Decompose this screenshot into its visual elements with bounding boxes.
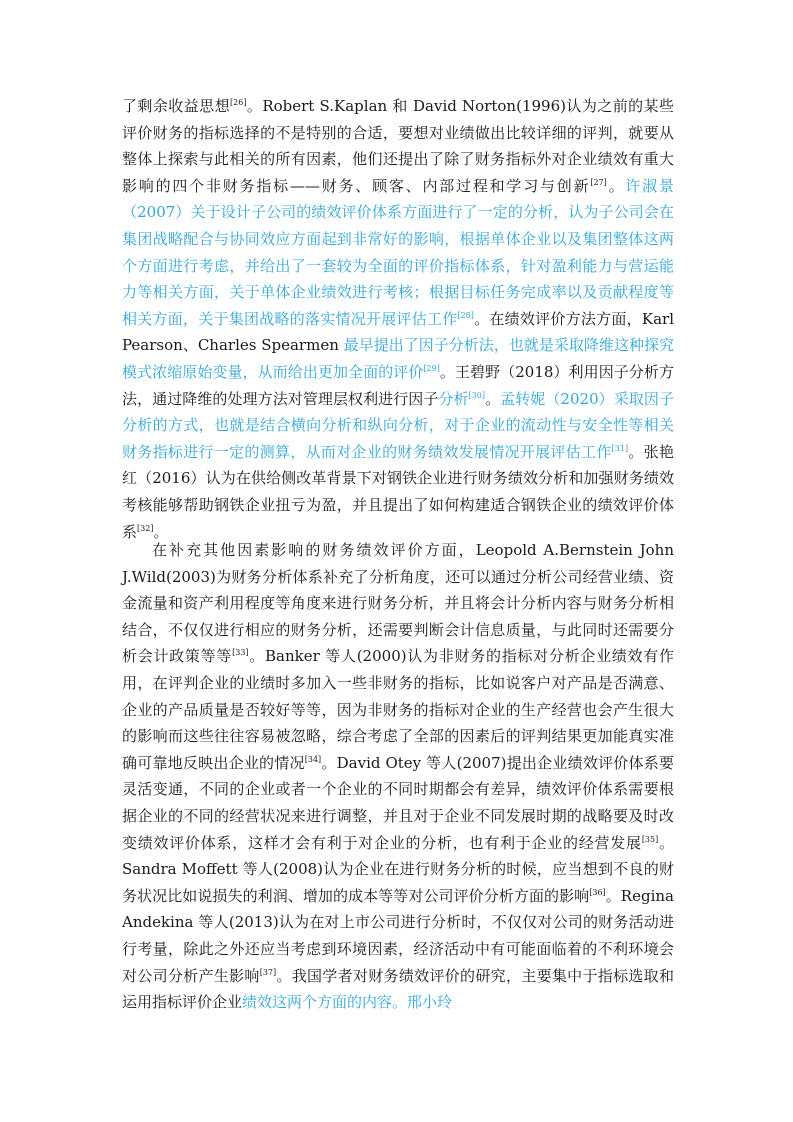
text-run: 。 xyxy=(153,522,169,541)
highlighted-text: 最早提出了因子分析法，也就是采取降维这种探究模式浓缩原始变量，从而给出更加全面的评价 xyxy=(122,336,674,381)
text-run: 。我国学者对财务绩效评价的研究，主要集中于指标选取和运用指标评价企业 xyxy=(122,966,674,1012)
citation-ref: [26] xyxy=(230,98,247,107)
text-run: 在补充其他因素影响的财务绩效评价方面，Leopold A.Bernstein John J.Wild(2003)为财务分析体系补充了分析角度，还可以通过分析公司经营业绩、资金流量和资产利用程度等角度来进行财务分析，并且将会计分析内容与财务分析相结合，不仅仅进行相应的财务分析，还需要判断会计信息质量，与此同时还需要分析会计政策等等 xyxy=(122,541,674,666)
text-run: 。张艳红（2016）认为在供给侧改革背景下对钢铁企业进行财务绩效分析和加强财务绩效考核能够帮助钢铁企业扭亏为盈，并且提出了如何构建适合钢铁企业的绩效评价体系 xyxy=(122,442,674,541)
highlighted-text: 分析 xyxy=(438,389,469,408)
text-run: 。David Otey 等人(2007)提出企业绩效评价体系要灵活变通，不同的企业或者一个企业的不同时期都会有差异，绩效评价体系需要根据企业的不同的经营状况来进行调整，并且对于企业不同发展时期的战略要及时改变绩效评价体系，这样才会有利于对企业的分析，也有利于企业的经营发展 xyxy=(122,753,674,852)
citation-ref: [27] xyxy=(590,177,607,187)
text-run: 。 xyxy=(485,389,501,408)
text-run: 了剩余收益思想 xyxy=(122,97,231,115)
citation-ref: [34] xyxy=(304,754,322,764)
text-run: 。王碧野（2018）利用因子分析方法，通过降维的处理方法对管理层权利进行因子 xyxy=(122,362,674,408)
citation-ref: [33] xyxy=(232,648,249,658)
text-run: 。Banker 等人(2000)认为非财务的指标对分析企业绩效有作用，在评判企业的业绩时多加入一些非财务的指标，比如说客户对产品是否满意、企业的产品质量是否较好等等，因为非财务的指标对企业的生产经营也会产生很大的影响而这些往往容易被忽略，综合考虑了全部的因素后的评判结果更加能真实准确可靠地反映出企业的情况 xyxy=(122,647,674,772)
citation-ref: [37] xyxy=(259,967,277,977)
citation-ref: [32] xyxy=(137,523,154,533)
citation-ref: [31] xyxy=(611,443,629,453)
text-run: 。在绩效评价方法方面，Karl Pearson、Charles Spearmen xyxy=(122,309,674,355)
citation-ref: [28] xyxy=(457,310,474,320)
text-run: 。Robert S.Kaplan 和 David Norton(1996)认为之前的某些评价财务的指标选择的不是特别的合适，要想对业绩做出比较详细的评判，就要从整体上探索与此相关的所有因素，他们还提出了除了财务指标外对企业绩效有重大影响的四个非财务指标——财务、顾客、内部过程和学习与创新 xyxy=(122,97,674,195)
paragraph-1 xyxy=(122,93,674,545)
text-run: 。 xyxy=(606,176,626,195)
highlighted-text: 孟转妮（2020）采取因子分析的方式，也就是结合横向分析和纵向分析，对于企业的流动性与安全性等相关财务指标进行一定的测算，从而对企业的财务绩效发展情况开展评估工作 xyxy=(122,389,674,461)
highlighted-text: 绩效这两个方面的内容。邢小玲 xyxy=(242,993,453,1012)
highlighted-text: 许淑景（2007）关于设计子公司的绩效评价体系方面进行了一定的分析，认为子公司会在集团战略配合与协同效应方面起到非常好的影响，根据单体企业以及集团整体这两个方面进行考虑，并给出了一套较为全面的评价指标体系，针对盈利能力与营运能力等相关方面，关于单体企业绩效进行考核；根据目标任务完成率以及贡献程度等相关方面，关于集团战略的落实情况开展评估工作 xyxy=(122,176,674,328)
paragraph-2 xyxy=(122,537,674,1016)
citation-ref: [36] xyxy=(589,887,606,897)
text-run: 。Sandra Moffett 等人(2008)认为企业在进行财务分析的时候，应当想到不良的财务状况比如说损失的利润、增加的成本等等对公司评价分析方面的影响 xyxy=(122,833,674,905)
citation-ref: [35] xyxy=(641,834,659,844)
citation-ref: [29] xyxy=(423,363,440,373)
text-run: 。Regina Andekina 等人(2013)认为在对上市公司进行分析时，不仅仅对公司的财务活动进行考量，除此之外还应当考虑到环境因素，经济活动中有可能面临着的不利环境会对公司分析产生影响 xyxy=(122,886,674,985)
citation-ref: [30] xyxy=(468,390,486,400)
